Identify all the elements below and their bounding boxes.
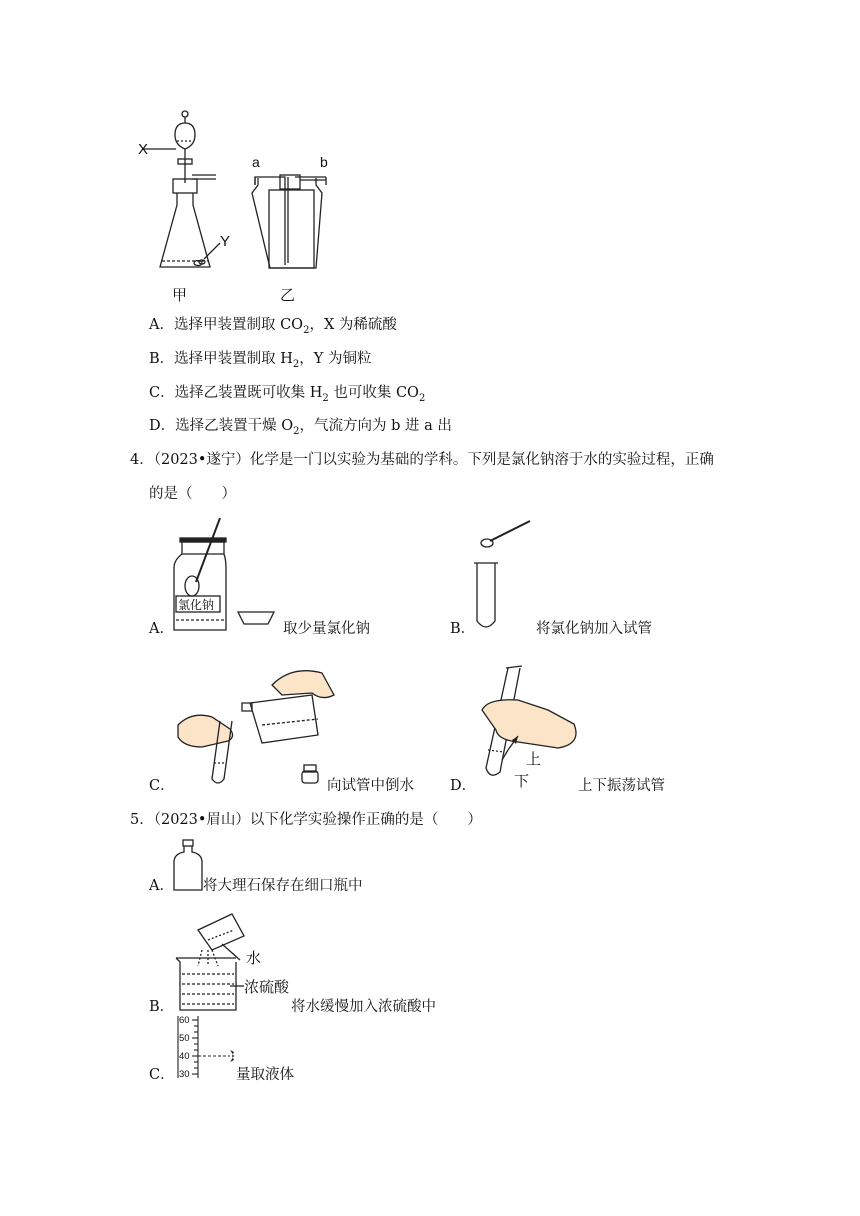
q4-a-figure [170,512,280,637]
q4-option-a-letter: A． [149,621,174,637]
caption-yi: 乙 [280,287,296,304]
q5-option-b-letter: B． [149,999,175,1015]
q4-stem-line2: 的是（ ） [149,486,236,502]
q4-option-a-text: 取少量氯化钠 [283,621,370,637]
q5-option-c-letter: C． [149,1067,175,1083]
tick-50: 50 [179,1033,190,1044]
caption-jia: 甲 [172,287,188,304]
bottle-label: 氯化钠 [178,598,215,612]
q5-option-a-text: 将大理石保存在细口瓶中 [203,878,363,894]
q4-option-d-letter: D． [450,778,477,794]
tick-30: 30 [179,1069,190,1080]
q5-option-a-letter: A． [149,878,174,894]
q3-option-b: B．选择甲装置制取 $H_2$，Y 为铜粒 [149,351,372,370]
q4-option-c-text: 向试管中倒水 [327,778,414,794]
tick-40: 40 [179,1051,190,1062]
label-up: 上 [526,751,542,768]
tick-60: 60 [179,1015,190,1026]
label-y: Y [220,233,231,250]
q5-option-c-text: 量取液体 [236,1067,294,1083]
q4-d-figure [478,660,608,790]
q4-option-c-letter: C． [149,778,175,794]
eye-icon [230,1050,234,1062]
apparatus-jia [144,111,220,267]
q4-option-b-letter: B． [450,621,476,637]
q4-option-d-text: 上下振荡试管 [578,778,665,794]
label-x: X [138,141,149,158]
q5-option-b-text: 将水缓慢加入浓硫酸中 [291,999,436,1015]
label-water: 水 [246,950,262,967]
label-down: 下 [514,773,530,790]
q4-stem-line1: 4．（2023•遂宁）化学是一门以实验为基础的学科。下列是氯化钠溶于水的实验过程，正确 [130,452,714,468]
q3-option-c: C．选择乙装置既可收集 $H_2$ 也可收集 $CO_2$ [149,385,426,404]
q5-b-figure [172,910,292,1015]
label-a: a [252,154,260,170]
q3-option-a: A．选择甲装置制取 $CO_2$，X 为稀硫酸 [149,317,397,336]
q3-apparatus-figure [140,105,340,305]
q4-b-figure [470,515,540,635]
label-b: b [320,154,328,170]
q5-stem: 5．（2023•眉山）以下化学实验操作正确的是（ ） [130,812,482,828]
label-acid: 浓硫酸 [244,979,290,996]
q3-option-d: D．选择乙装置干燥 $O_2$，气流方向为 b 进 a 出 [149,418,452,437]
q4-c-figure [172,655,352,790]
apparatus-yi [252,175,326,268]
q4-option-b-text: 将氯化钠加入试管 [536,621,652,637]
